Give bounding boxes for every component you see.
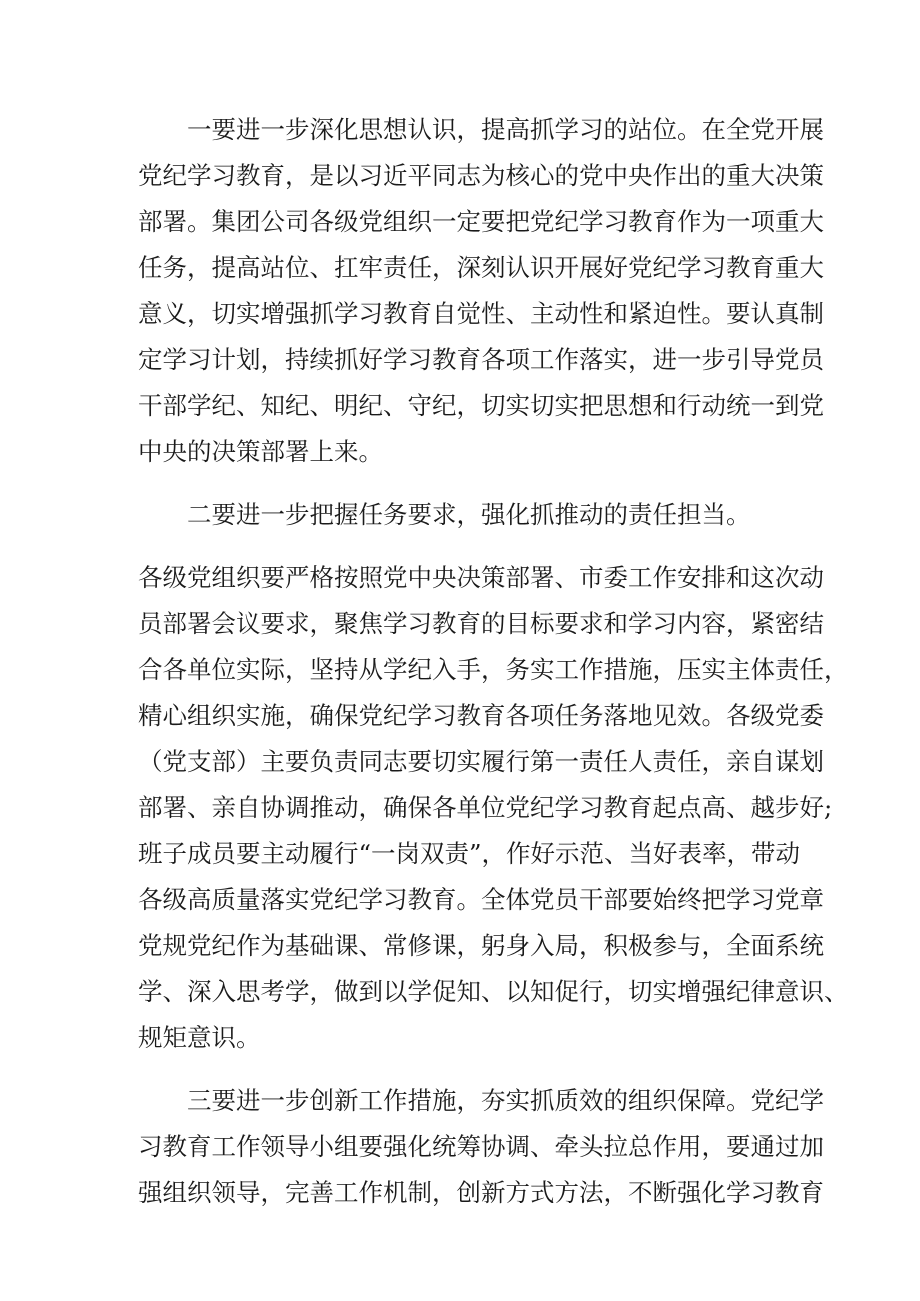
paragraph-3-line-5: （党支部）主要负责同志要切实履行第一责任人责任，亲自谋划 bbox=[138, 747, 824, 776]
paragraph-1-line-4: 任务，提高站位、扛牢责任，深刻认识开展好党纪学习教育重大 bbox=[138, 253, 824, 282]
paragraph-3-line-6: 部署、亲自协调推动，确保各单位党纪学习教育起点高、越步好; bbox=[138, 793, 833, 822]
paragraph-4-line-1: 三要进一步创新工作措施，夯实抓质效的组织保障。党纪学 bbox=[187, 1086, 824, 1115]
paragraph-4-line-2: 习教育工作领导小组要强化统筹协调、牵头拉总作用，要通过加 bbox=[138, 1132, 824, 1161]
paragraph-4-line-3: 强组织领导，完善工作机制，创新方式方法，不断强化学习教育 bbox=[138, 1178, 824, 1207]
paragraph-1-line-5: 意义，切实增强抓学习教育自觉性、主动性和紧迫性。要认真制 bbox=[138, 299, 824, 328]
paragraph-1-line-2: 党纪学习教育，是以习近平同志为核心的党中央作出的重大决策 bbox=[138, 161, 824, 190]
paragraph-3-line-8: 各级高质量落实党纪学习教育。全体党员干部要始终把学习党章 bbox=[138, 885, 824, 914]
paragraph-3-line-10: 学、深入思考学，做到以学促知、以知促行，切实增强纪律意识、 bbox=[138, 977, 849, 1006]
paragraph-1-line-7: 干部学纪、知纪、明纪、守纪，切实切实把思想和行动统一到党 bbox=[138, 391, 824, 420]
paragraph-3-line-11: 规矩意识。 bbox=[138, 1023, 261, 1052]
paragraph-1-line-3: 部署。集团公司各级党组织一定要把党纪学习教育作为一项重大 bbox=[138, 207, 824, 236]
paragraph-3-line-2: 员部署会议要求，聚焦学习教育的目标要求和学习内容，紧密结 bbox=[138, 609, 824, 638]
paragraph-1-line-1: 一要进一步深化思想认识，提高抓学习的站位。在全党开展 bbox=[187, 115, 824, 144]
paragraph-3-line-3: 合各单位实际，坚持从学纪入手，务实工作措施，压实主体责任， bbox=[138, 655, 849, 684]
paragraph-2-line-1: 二要进一步把握任务要求，强化抓推动的责任担当。 bbox=[187, 500, 751, 529]
paragraph-1-line-6: 定学习计划，持续抓好学习教育各项工作落实，进一步引导党员 bbox=[138, 345, 824, 374]
paragraph-3-line-9: 党规党纪作为基础课、常修课，躬身入局，积极参与，全面系统 bbox=[138, 931, 824, 960]
paragraph-3-line-1: 各级党组织要严格按照党中央决策部署、市委工作安排和这次动 bbox=[138, 563, 824, 592]
paragraph-3-line-4: 精心组织实施，确保党纪学习教育各项任务落地见效。各级党委 bbox=[138, 701, 824, 730]
paragraph-3-line-7: 班子成员要主动履行“一岗双责”，作好示范、当好表率，带动 bbox=[138, 839, 801, 868]
paragraph-1-line-8: 中央的决策部署上来。 bbox=[138, 437, 383, 466]
